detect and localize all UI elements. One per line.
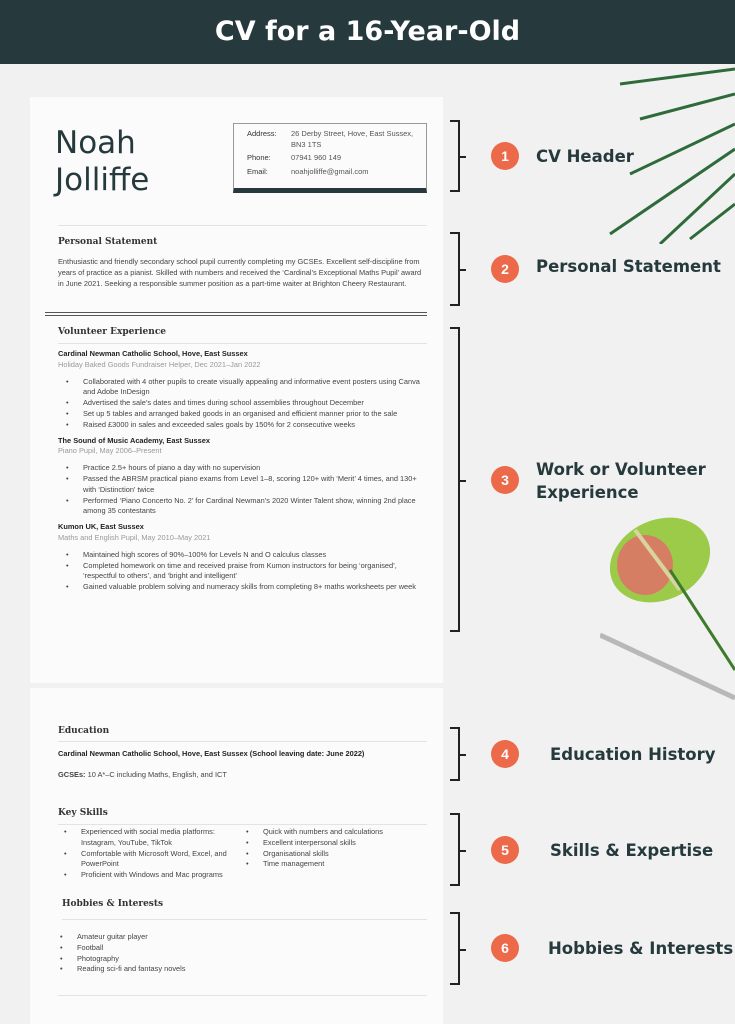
annotation-label: CV Header	[536, 147, 634, 166]
contact-box: Address: 26 Derby Street, Hove, East Sussex, BN3 1TS Phone: 07941 960 149 Email: noahjolliffe@gmail.com	[233, 123, 427, 193]
bracket	[450, 727, 460, 781]
job-entry: Kumon UK, East Sussex Maths and English Pupil, May 2010–May 2021 • Maintained high scores of 90%–100% for Levels N and O calculus classes • Completed homework on time and received praise from Kumon instructors for being ‘organised’, ‘respectful to others’, and ‘bright and intelligent’ • Gained valuable problem solving and numeracy skills from completing 8+ maths worksheets per week	[58, 522, 427, 593]
step-number: 2	[491, 255, 519, 283]
statement-text: Enthusiastic and friendly secondary school pupil currently completing my GCSEs. Excellent self-discipline from years of practice as a pianist. Skilled with numbers and received the ‘Cardinal’s Exceptional Maths Pupil’ award in June 2021. Seeking a responsible summer position as a part-time waiter at Brighton Cheery Restaurant.	[58, 257, 422, 288]
job-entry: Cardinal Newman Catholic School, Hove, East Sussex Holiday Baked Goods Fundraiser Helper, Dec 2021–Jan 2022 • Collaborated with 4 other pupils to create visually appealing and informative event posters using Canva and Adobe InDesign • Advertised the sale’s dates and times during school assemblies throughout December • Set up 5 tables and arranged baked goods in an organised and efficient manner prior to the sale • Raised £3000 in sales and exceeded sales goals by 150% for 2 consecutive weeks	[58, 349, 427, 431]
skills-list: • Experienced with social media platforms: Instagram, YouTube, TikTok • Comfortable with Microsoft Word, Excel, and PowerPoint • Proficient with Windows and Mac programs • Quick with numbers and calculations • Excellent interpersonal skills • Organisational skills • Time management	[56, 827, 427, 881]
divider	[58, 741, 427, 742]
divider	[58, 995, 427, 996]
step-number: 4	[491, 740, 519, 768]
bracket	[450, 912, 460, 985]
annotation-label: Skills & Expertise	[550, 841, 714, 860]
cv-name: Noah Jolliffe	[55, 125, 150, 198]
experience-list	[58, 349, 427, 593]
divider	[58, 824, 427, 825]
hobbies-list: • Amateur guitar player • Football • Photography • Reading sci-fi and fantasy novels	[52, 932, 427, 975]
bracket	[450, 327, 460, 632]
divider	[62, 919, 427, 920]
statement-heading: Personal Statement	[58, 237, 158, 247]
divider	[58, 343, 427, 344]
bracket	[450, 813, 460, 886]
annotation-label: Education History	[550, 745, 716, 764]
cv-page-2	[30, 688, 443, 1024]
step-number: 6	[491, 934, 519, 962]
gcse-line: GCSEs: 10 A*–C including Maths, English, and ICT	[58, 770, 227, 779]
annotation-label: Work or Volunteer Experience	[536, 460, 706, 502]
job-entry: The Sound of Music Academy, East Sussex Piano Pupil, May 2006–Present • Practice 2.5+ hours of piano a day with no supervision • Passed the ABRSM practical piano exams from Level 1–8, scoring 120+ with ‘Merit’ 4 times, and 130+ with ‘Distinction’ twice • Performed ‘Piano Concerto No. 2’ for Cardinal Newman’s 2020 Winter Talent show, winning 2nd place among 35 contestants	[58, 436, 427, 518]
education-heading: Education	[58, 726, 110, 736]
cv-page-1	[30, 97, 443, 683]
divider	[58, 225, 427, 226]
anthurium-flower-decoration	[600, 510, 735, 700]
step-number: 5	[491, 836, 519, 864]
annotation-label: Hobbies & Interests	[548, 939, 734, 958]
annotation-label: Personal Statement	[536, 257, 721, 276]
experience-heading: Volunteer Experience	[58, 327, 167, 337]
step-number: 3	[491, 466, 519, 494]
education-school: Cardinal Newman Catholic School, Hove, East Sussex (School leaving date: June 2022)	[58, 749, 365, 758]
hobbies-heading: Hobbies & Interests	[62, 899, 164, 909]
double-divider	[45, 312, 427, 316]
page-title: CV for a 16-Year-Old	[0, 0, 735, 64]
step-number: 1	[491, 142, 519, 170]
bracket	[450, 120, 460, 192]
skills-heading: Key Skills	[58, 808, 108, 818]
bracket	[450, 232, 460, 306]
